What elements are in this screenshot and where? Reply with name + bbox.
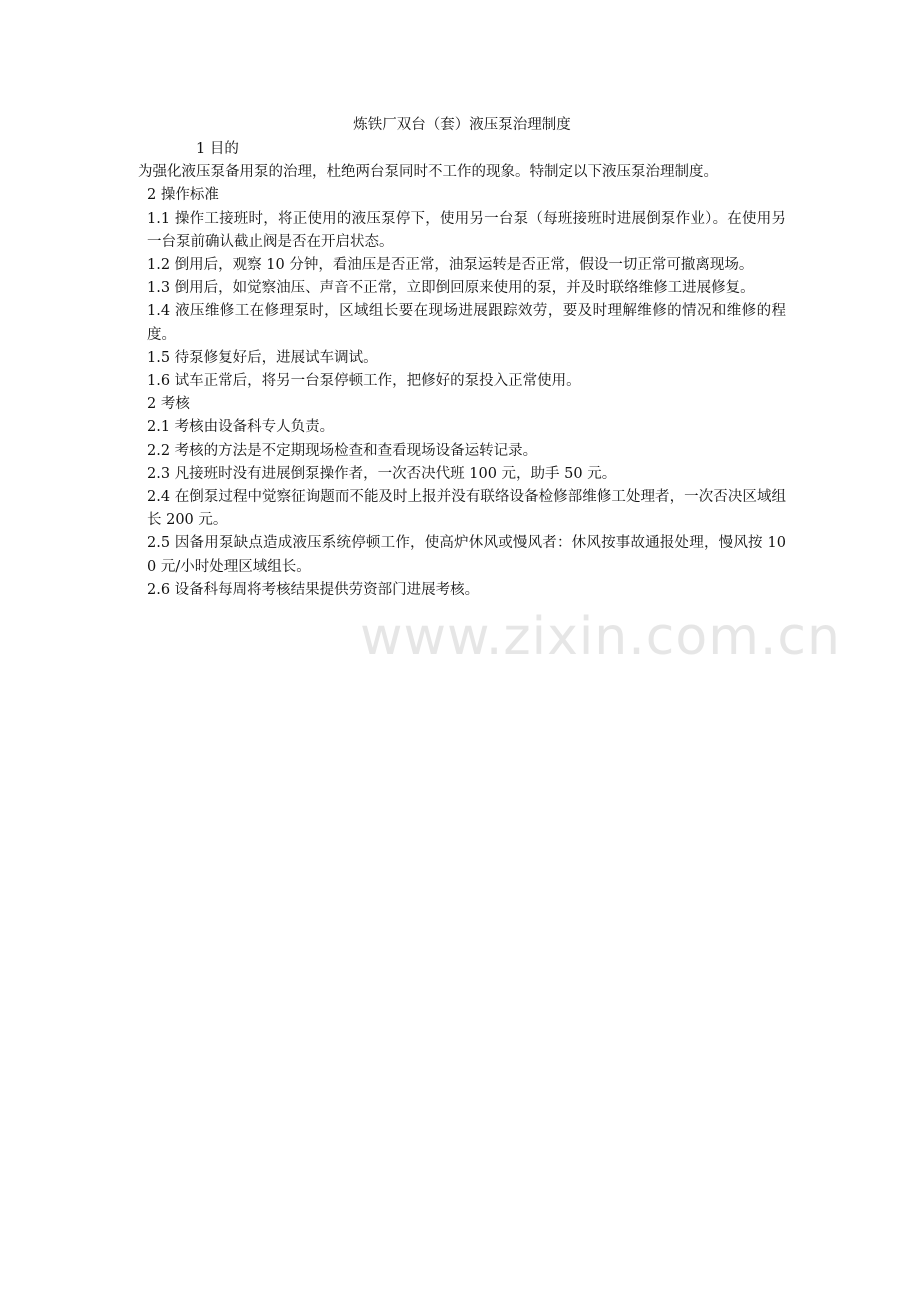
paragraph-2-4: 2.4 在倒泵过程中觉察征询题而不能及时上报并没有联络设备检修部维修工处理者，一次否决区域组长 200 元。 — [147, 489, 786, 529]
paragraph-2-2: 2.2 考核的方法是不定期现场检查和查看现场设备运转记录。 — [147, 442, 538, 459]
paragraph-2-3: 2.3 凡接班时没有进展倒泵操作者，一次否决代班 100 元，助手 50 元。 — [147, 465, 617, 482]
section-heading-purpose: 1 目的 — [196, 141, 239, 157]
paragraph-1-2: 1.2 倒用后，观察 10 分钟，看油压是否正常，油泵运转是否正常，假设一切正常可撤离现场。 — [147, 257, 754, 274]
document-title: 炼铁厂双台（套）液压泵治理制度 — [353, 117, 571, 133]
section-heading-operation-standard: 2 操作标准 — [147, 187, 219, 204]
paragraph-2-1: 2.1 考核由设备科专人负责。 — [147, 419, 335, 436]
paragraph-2-6: 2.6 设备科每周将考核结果提供劳资部门进展考核。 — [147, 581, 480, 598]
paragraph-1-6: 1.6 试车正常后，将另一台泵停顿工作，把修好的泵投入正常使用。 — [147, 373, 581, 390]
paragraph-2-5: 2.5 因备用泵缺点造成液压系统停顿工作，使高炉休风或慢风者：休风按事故通报处理，慢风按 100 元/小时处理区域组长。 — [147, 535, 786, 575]
section-heading-assessment: 2 考核 — [147, 396, 190, 413]
paragraph-1-1: 1.1 操作工接班时，将正使用的液压泵停下，使用另一台泵（每班接班时进展倒泵作业）。在使用另一台泵前确认截止阀是否在开启状态。 — [147, 210, 786, 250]
watermark-text: www.zixin.com.cn — [360, 607, 841, 667]
document-body — [138, 112, 786, 602]
paragraph-purpose: 为强化液压泵备用泵的治理，杜绝两台泵同时不工作的现象。特制定以下液压泵治理制度。 — [138, 164, 718, 181]
paragraph-1-5: 1.5 待泵修复好后，进展试车调试。 — [147, 349, 378, 366]
paragraph-1-4: 1.4 液压维修工在修理泵时，区域组长要在现场进展跟踪效劳，要及时理解维修的情况和维修的程度。 — [147, 303, 786, 343]
paragraph-1-3: 1.3 倒用后，如觉察油压、声音不正常，立即倒回原来使用的泵，并及时联络维修工进展修复。 — [147, 280, 755, 297]
